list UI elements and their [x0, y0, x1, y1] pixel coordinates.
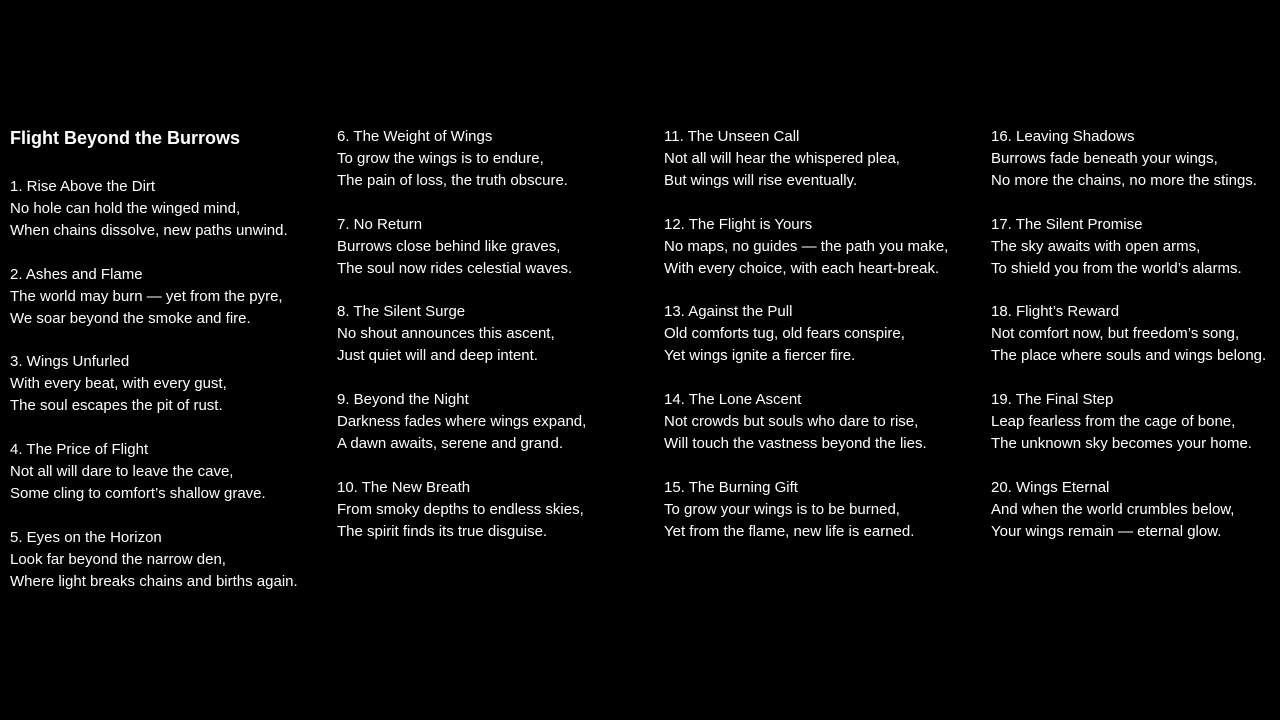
stanza-line: Darkness fades where wings expand, — [337, 413, 587, 431]
stanza-line: Will touch the vastness beyond the lies. — [664, 434, 927, 452]
stanza-line: Yet wings ignite a fiercer fire. — [664, 347, 856, 365]
stanza-heading: 10. The New Breath — [337, 478, 471, 496]
stanza-heading: 8. The Silent Surge — [337, 303, 466, 321]
stanza-line: The spirit finds its true disguise. — [337, 522, 548, 540]
stanza-line: We soar beyond the smoke and fire. — [10, 309, 251, 327]
stanza-line: A dawn awaits, serene and grand. — [337, 434, 563, 452]
stanza-heading: 15. The Burning Gift — [664, 478, 798, 496]
stanza-line: Look far beyond the narrow den, — [10, 550, 226, 568]
stanza-16 — [991, 126, 1280, 192]
poem-title: Flight Beyond the Burrows — [10, 128, 241, 148]
stanza-heading: 16. Leaving Shadows — [991, 128, 1135, 145]
stanza-line: Burrows fade beneath your wings, — [991, 149, 1218, 167]
stanza-3 — [10, 351, 337, 417]
stanza-10 — [337, 477, 664, 543]
stanza-heading: 11. The Unseen Call — [664, 128, 800, 145]
stanza-17 — [991, 214, 1280, 280]
stanza-line: With every choice, with each heart-break. — [664, 259, 940, 277]
stanza-9 — [337, 389, 664, 455]
stanza-heading: 13. Against the Pull — [664, 303, 793, 321]
stanza-18 — [991, 301, 1280, 367]
stanza-5 — [10, 527, 337, 593]
stanza-12 — [664, 214, 991, 280]
stanza-line: No hole can hold the winged mind, — [10, 199, 241, 217]
stanza-13 — [664, 301, 991, 367]
poem-columns — [10, 126, 1280, 615]
poem-column-1 — [10, 126, 337, 615]
stanza-7 — [337, 214, 664, 280]
stanza-heading: 7. No Return — [337, 215, 423, 233]
stanza-heading: 6. The Weight of Wings — [337, 128, 493, 145]
stanza-line: Where light breaks chains and births again. — [10, 572, 298, 590]
stanza-heading: 3. Wings Unfurled — [10, 353, 130, 371]
stanza-line: The soul escapes the pit of rust. — [10, 397, 223, 415]
stanza-1 — [10, 176, 337, 242]
stanza-line: Just quiet will and deep intent. — [337, 347, 538, 365]
stanza-line: The pain of loss, the truth obscure. — [337, 171, 568, 189]
stanza-line: The place where souls and wings belong. — [991, 347, 1267, 365]
stanza-line: No more the chains, no more the stings. — [991, 171, 1257, 189]
stanza-line: When chains dissolve, new paths unwind. — [10, 221, 288, 239]
stanza-line: No maps, no guides — the path you make, — [664, 237, 949, 255]
stanza-8 — [337, 301, 664, 367]
stanza-4 — [10, 439, 337, 505]
stanza-line: Old comforts tug, old fears conspire, — [664, 325, 905, 343]
stanza-line: No shout announces this ascent, — [337, 325, 555, 343]
stanza-heading: 5. Eyes on the Horizon — [10, 528, 162, 546]
stanza-heading: 19. The Final Step — [991, 391, 1114, 409]
stanza-line: From smoky depths to endless skies, — [337, 500, 584, 518]
poem-column-3 — [664, 126, 991, 615]
stanza-line: Your wings remain — eternal glow. — [991, 522, 1222, 540]
stanza-15 — [664, 477, 991, 543]
poem-column-4 — [991, 126, 1280, 615]
stanza-line: Not all will hear the whispered plea, — [664, 149, 900, 167]
stanza-heading: 14. The Lone Ascent — [664, 391, 802, 409]
stanza-14 — [664, 389, 991, 455]
stanza-line: To grow the wings is to endure, — [337, 149, 544, 167]
stanza-line: Not all will dare to leave the cave, — [10, 463, 234, 481]
stanza-11 — [664, 126, 991, 192]
stanza-heading: 9. Beyond the Night — [337, 391, 469, 409]
stanza-line: To grow your wings is to be burned, — [664, 500, 900, 518]
stanza-line: With every beat, with every gust, — [10, 375, 227, 393]
stanza-heading: 2. Ashes and Flame — [10, 265, 143, 283]
stanza-heading: 1. Rise Above the Dirt — [10, 178, 156, 195]
stanza-20 — [991, 477, 1280, 543]
stanza-line: But wings will rise eventually. — [664, 171, 858, 189]
stanza-line: The unknown sky becomes your home. — [991, 434, 1252, 452]
stanza-heading: 18. Flight’s Reward — [991, 303, 1120, 321]
poem-column-2 — [337, 126, 664, 615]
stanza-heading: 4. The Price of Flight — [10, 441, 149, 459]
stanza-line: The soul now rides celestial waves. — [337, 259, 573, 277]
stanza-line: Some cling to comfort’s shallow grave. — [10, 484, 266, 502]
stanza-line: Yet from the flame, new life is earned. — [664, 522, 915, 540]
stanza-line: Not comfort now, but freedom’s song, — [991, 325, 1240, 343]
stanza-heading: 20. Wings Eternal — [991, 478, 1110, 496]
stanza-line: Not crowds but souls who dare to rise, — [664, 413, 919, 431]
stanza-6 — [337, 126, 664, 192]
stanza-line: To shield you from the world’s alarms. — [991, 259, 1242, 277]
stanza-heading: 17. The Silent Promise — [991, 215, 1143, 233]
stanza-19 — [991, 389, 1280, 455]
stanza-line: And when the world crumbles below, — [991, 500, 1235, 518]
stanza-heading: 12. The Flight is Yours — [664, 215, 813, 233]
stanza-line: The sky awaits with open arms, — [991, 237, 1201, 255]
stanza-line: The world may burn — yet from the pyre, — [10, 287, 283, 305]
stanza-2 — [10, 264, 337, 330]
stanza-line: Burrows close behind like graves, — [337, 237, 561, 255]
stanza-line: Leap fearless from the cage of bone, — [991, 413, 1236, 431]
